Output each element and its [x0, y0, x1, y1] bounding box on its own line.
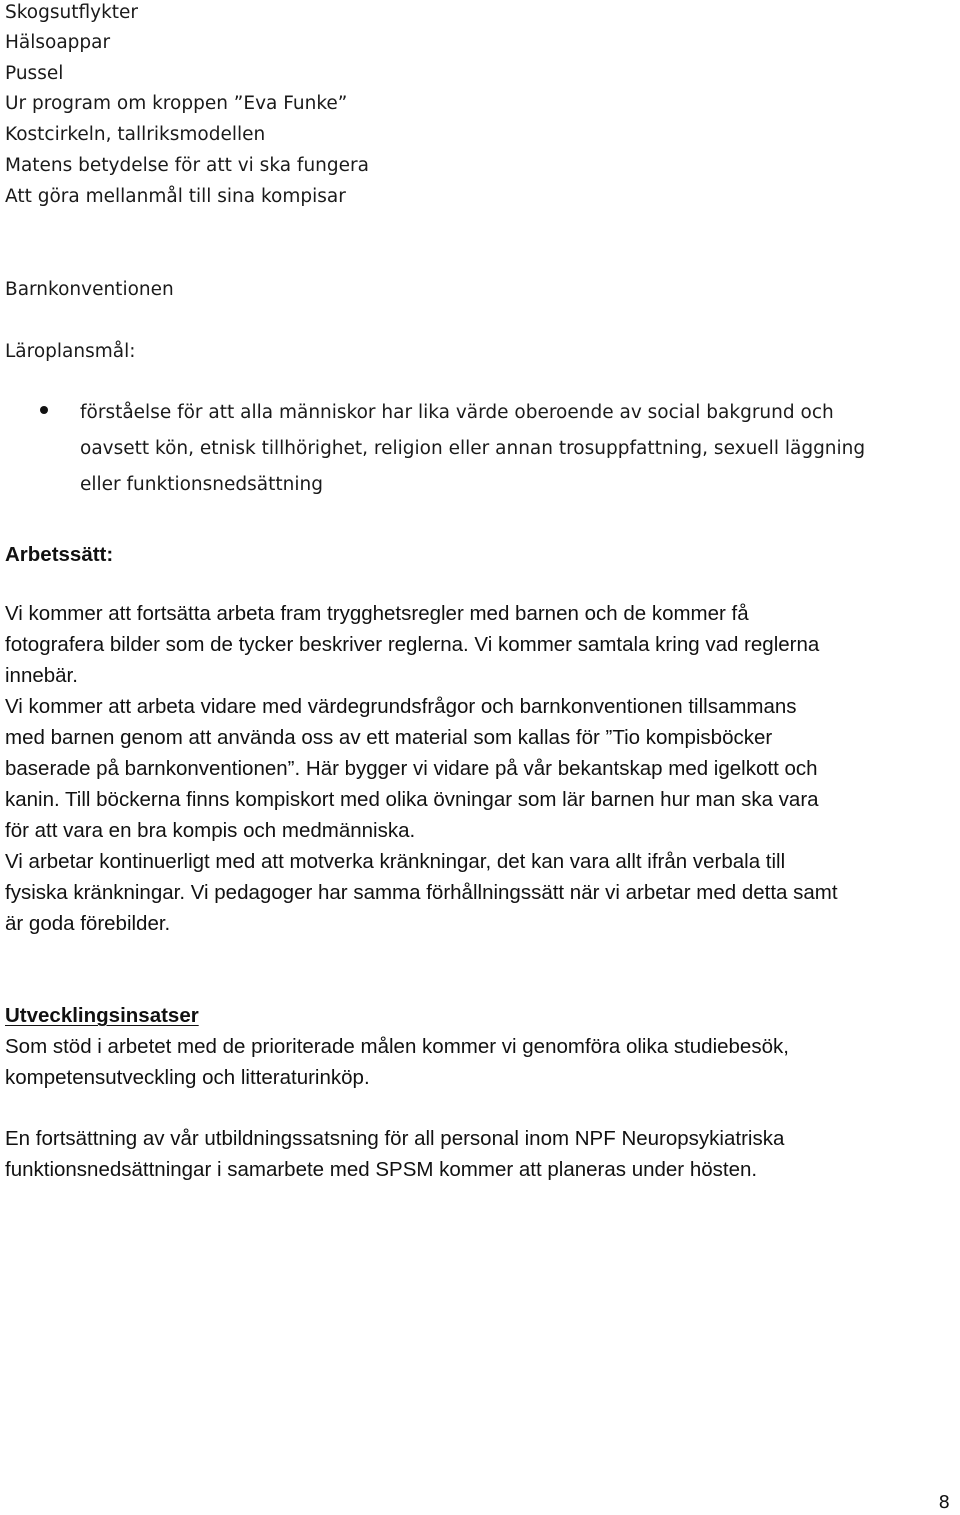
paragraph-line: är goda förebilder.: [5, 912, 171, 935]
section-heading-arbetssatt: Arbetssätt:: [5, 543, 114, 566]
bullet-icon: [40, 406, 48, 414]
activity-list-item: Pussel: [5, 63, 64, 84]
paragraph-line: kompetensutveckling och litteraturinköp.: [5, 1066, 370, 1089]
paragraph-line: kanin. Till böckerna finns kompiskort med olika övningar som lär barnen hur man ska vara: [5, 788, 819, 811]
paragraph-line: för att vara en bra kompis och medmänniska.: [5, 819, 416, 842]
paragraph-line: Vi kommer att fortsätta arbeta fram trygghetsregler med barnen och de kommer få: [5, 602, 749, 625]
paragraph-line: fysiska kränkningar. Vi pedagoger har samma förhållningssätt när vi arbetar med detta samt: [5, 881, 838, 904]
activity-list-item: Matens betydelse för att vi ska fungera: [5, 155, 369, 176]
paragraph-line: baserade på barnkonventionen”. Här bygger vi vidare på vår bekantskap med igelkott och: [5, 757, 818, 780]
activity-list-item: Ur program om kroppen ”Eva Funke”: [5, 93, 348, 114]
paragraph-line: Vi kommer att arbeta vidare med värdegrundsfrågor och barnkonventionen tillsammans: [5, 695, 797, 718]
section-heading-utvecklingsinsatser: Utvecklingsinsatser: [5, 1004, 199, 1027]
paragraph-line: Som stöd i arbetet med de prioriterade målen kommer vi genomföra olika studiebesök,: [5, 1035, 789, 1058]
goal-text-line: förståelse för att alla människor har lika värde oberoende av social bakgrund och: [80, 402, 834, 423]
paragraph-line: funktionsnedsättningar i samarbete med SPSM kommer att planeras under hösten.: [5, 1158, 758, 1181]
paragraph-line: med barnen genom att använda oss av ett material som kallas för ”Tio kompisböcker: [5, 726, 773, 749]
section-heading-barnkonventionen: Barnkonventionen: [5, 279, 174, 300]
goal-text-line: oavsett kön, etnisk tillhörighet, religion eller annan trosuppfattning, sexuell läggning: [80, 438, 866, 459]
activity-list-item: Kostcirkeln, tallriksmodellen: [5, 124, 266, 145]
paragraph-line: Vi arbetar kontinuerligt med att motverka kränkningar, det kan vara allt ifrån verbala till: [5, 850, 786, 873]
paragraph-line: fotografera bilder som de tycker beskriver reglerna. Vi kommer samtala kring vad reglerna: [5, 633, 820, 656]
section-heading-laroplansmal: Läroplansmål:: [5, 341, 136, 362]
activity-list-item: Hälsoappar: [5, 32, 111, 53]
page-number: 8: [938, 1492, 950, 1513]
activity-list-item: Att göra mellanmål till sina kompisar: [5, 186, 346, 207]
paragraph-line: innebär.: [5, 664, 78, 687]
paragraph-line: En fortsättning av vår utbildningssatsning för all personal inom NPF Neuropsykiatriska: [5, 1127, 785, 1150]
activity-list-item: Skogsutflykter: [5, 2, 139, 23]
goal-text-line: eller funktionsnedsättning: [80, 474, 323, 495]
